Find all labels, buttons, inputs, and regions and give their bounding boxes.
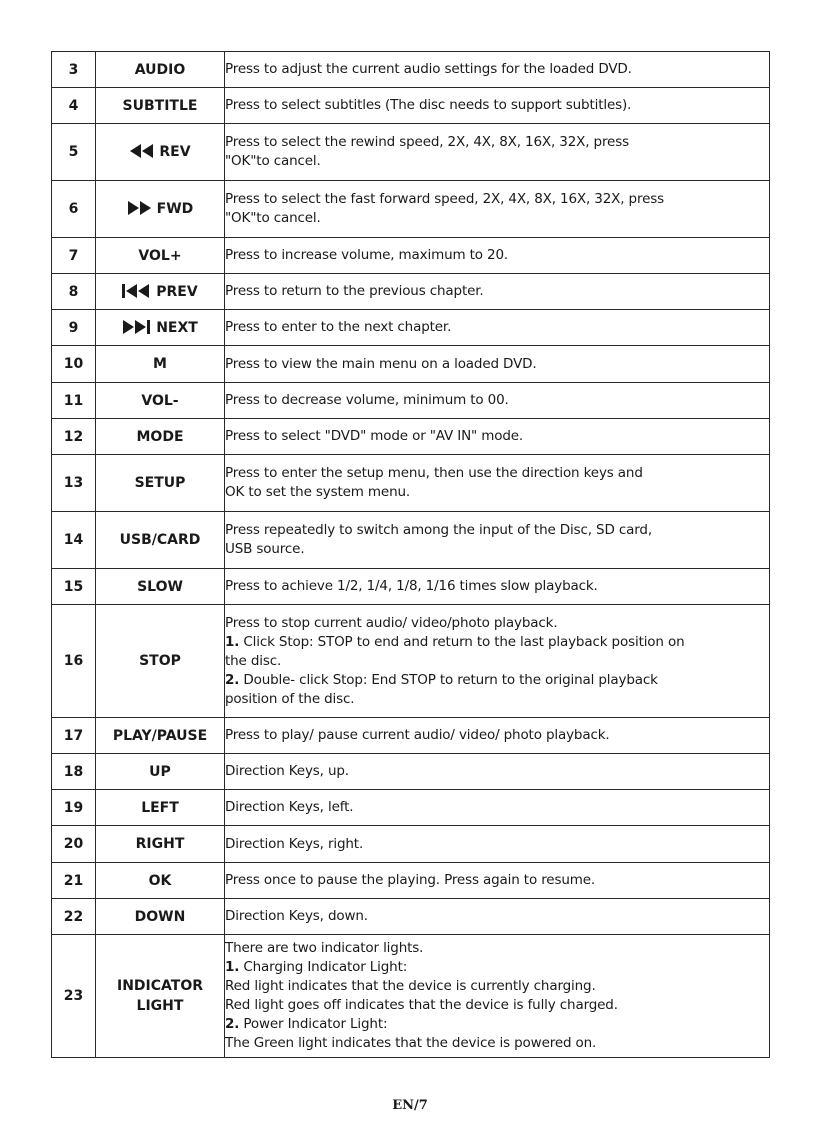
description-line <box>225 798 769 817</box>
description-line <box>225 246 769 265</box>
row-number: 17 <box>52 718 96 754</box>
step-number: 2. <box>225 1016 240 1032</box>
key-label: DOWN <box>134 908 186 925</box>
key-label: NEXT <box>156 319 198 336</box>
key-label: INDICATOR <box>116 978 203 994</box>
key-cell <box>96 863 225 899</box>
table-row <box>52 419 770 455</box>
key-label: MODE <box>136 428 184 445</box>
description-cell <box>225 274 770 310</box>
rewind-icon <box>129 142 155 162</box>
description-text: There are two indicator lights. <box>225 940 424 956</box>
description-line <box>225 152 769 171</box>
description-cell <box>225 512 770 569</box>
key-cell <box>96 383 225 419</box>
description-line <box>225 977 769 996</box>
description-text: Red light indicates that the device is currently charging. <box>225 978 596 994</box>
description-line <box>225 671 769 690</box>
description-text: Press to view the main menu on a loaded DVD. <box>225 355 537 372</box>
description-text: Direction Keys, down. <box>225 908 368 924</box>
description-text: Press once to pause the playing. Press again to resume. <box>225 872 596 888</box>
row-number: 4 <box>52 88 96 124</box>
description-text: Press to adjust the current audio settings for the loaded DVD. <box>225 61 632 77</box>
description-line <box>225 577 769 596</box>
description-cell <box>225 935 770 1058</box>
description-cell <box>225 826 770 863</box>
description-line <box>225 762 769 781</box>
row-number: 22 <box>52 899 96 935</box>
fast-forward-icon <box>127 199 153 219</box>
row-number: 21 <box>52 863 96 899</box>
row-number: 13 <box>52 455 96 512</box>
description-text: Press to achieve 1/2, 1/4, 1/8, 1/16 times slow playback. <box>225 578 598 594</box>
key-cell <box>96 455 225 512</box>
description-text: Press to stop current audio/ video/photo playback. <box>225 614 558 631</box>
table-row <box>52 863 770 899</box>
table-row <box>52 310 770 346</box>
key-label: VOL- <box>141 392 179 409</box>
key-cell <box>96 605 225 718</box>
description-line <box>225 60 769 79</box>
description-text: Press to decrease volume, minimum to 00. <box>225 392 509 408</box>
row-number: 23 <box>52 935 96 1058</box>
description-cell <box>225 863 770 899</box>
description-text: Press to select subtitles (The disc needs to support subtitles). <box>225 97 632 113</box>
description-text: Direction Keys, up. <box>225 763 349 779</box>
description-line <box>225 190 769 209</box>
description-line <box>225 1034 769 1053</box>
key-cell <box>96 88 225 124</box>
row-number: 19 <box>52 790 96 826</box>
description-line <box>225 939 769 958</box>
description-line <box>225 355 769 374</box>
description-line <box>225 464 769 483</box>
key-cell <box>96 512 225 569</box>
description-text: Power Indicator Light: <box>239 1016 388 1032</box>
description-cell <box>225 419 770 455</box>
key-label: SLOW <box>137 578 183 595</box>
row-number: 11 <box>52 383 96 419</box>
key-label: AUDIO <box>134 61 186 78</box>
table-row <box>52 88 770 124</box>
key-label: VOL+ <box>138 247 182 264</box>
key-cell <box>96 274 225 310</box>
row-number: 15 <box>52 569 96 605</box>
key-label: PLAY/PAUSE <box>112 727 208 744</box>
key-cell <box>96 718 225 754</box>
table-row <box>52 346 770 383</box>
description-text: Press to enter to the next chapter. <box>225 319 452 335</box>
description-cell <box>225 88 770 124</box>
description-line <box>225 391 769 410</box>
description-line <box>225 521 769 540</box>
page-number: EN/7 <box>392 1098 428 1113</box>
description-text: Press to increase volume, maximum to 20. <box>225 247 509 263</box>
row-number: 12 <box>52 419 96 455</box>
key-label: UP <box>149 763 171 780</box>
description-line <box>225 996 769 1015</box>
key-cell <box>96 238 225 274</box>
description-line <box>225 483 769 502</box>
row-number: 18 <box>52 754 96 790</box>
step-number: 1. <box>225 959 240 975</box>
key-label: LEFT <box>141 799 179 816</box>
description-text: Double- click Stop: End STOP to return to the original playback <box>239 671 658 688</box>
description-text: Press to enter the setup menu, then use the direction keys and <box>225 465 643 481</box>
table-row <box>52 718 770 754</box>
step-number: 1. <box>225 633 240 650</box>
table-row <box>52 754 770 790</box>
key-cell <box>96 790 225 826</box>
description-text: The Green light indicates that the device is powered on. <box>225 1035 597 1051</box>
key-cell <box>96 569 225 605</box>
description-text: Press repeatedly to switch among the input of the Disc, SD card, <box>225 522 652 538</box>
row-number: 10 <box>52 346 96 383</box>
key-cell <box>96 899 225 935</box>
key-label: PREV <box>156 283 198 300</box>
description-text: Charging Indicator Light: <box>239 959 408 975</box>
description-line <box>225 614 769 633</box>
key-cell <box>96 935 225 1058</box>
row-number: 6 <box>52 181 96 238</box>
description-cell <box>225 605 770 718</box>
description-text: "OK"to cancel. <box>225 153 321 169</box>
key-label: RIGHT <box>135 836 185 852</box>
description-cell <box>225 718 770 754</box>
description-cell <box>225 754 770 790</box>
row-number: 14 <box>52 512 96 569</box>
table-row <box>52 274 770 310</box>
key-cell <box>96 754 225 790</box>
description-text: Direction Keys, left. <box>225 799 354 815</box>
next-icon <box>122 318 152 338</box>
row-number: 16 <box>52 605 96 718</box>
description-text: "OK"to cancel. <box>225 210 321 226</box>
table-row <box>52 826 770 863</box>
description-line <box>225 282 769 301</box>
key-label: USB/CARD <box>119 532 201 548</box>
description-line <box>225 907 769 926</box>
row-number: 7 <box>52 238 96 274</box>
key-label: FWD <box>156 201 194 217</box>
key-label: OK <box>148 872 172 889</box>
key-cell <box>96 52 225 88</box>
key-cell <box>96 419 225 455</box>
table-row <box>52 455 770 512</box>
description-cell <box>225 569 770 605</box>
key-cell <box>96 181 225 238</box>
table-row <box>52 605 770 718</box>
table-row <box>52 52 770 88</box>
row-number: 9 <box>52 310 96 346</box>
description-text: USB source. <box>225 541 305 557</box>
description-line <box>225 318 769 337</box>
key-cell <box>96 310 225 346</box>
table-row <box>52 935 770 1058</box>
description-line <box>225 835 769 854</box>
description-line <box>225 96 769 115</box>
description-cell <box>225 455 770 512</box>
description-text: Press to return to the previous chapter. <box>225 283 484 299</box>
previous-icon <box>122 282 152 302</box>
description-text: Click Stop: STOP to end and return to the last playback position on <box>239 633 685 650</box>
table-row <box>52 238 770 274</box>
description-cell <box>225 124 770 181</box>
description-cell <box>225 899 770 935</box>
table-row <box>52 512 770 569</box>
description-cell <box>225 238 770 274</box>
description-text: OK to set the system menu. <box>225 484 411 500</box>
description-text: position of the disc. <box>225 690 355 707</box>
description-cell <box>225 383 770 419</box>
description-cell <box>225 790 770 826</box>
table-row <box>52 181 770 238</box>
key-cell <box>96 826 225 863</box>
key-label: REV <box>159 144 191 160</box>
description-line <box>225 540 769 559</box>
key-label: STOP <box>139 653 181 669</box>
description-text: Red light goes off indicates that the device is fully charged. <box>225 997 618 1013</box>
remote-keys-table <box>51 51 770 1058</box>
table-row <box>52 124 770 181</box>
description-line <box>225 209 769 228</box>
description-text: Press to play/ pause current audio/ video/ photo playback. <box>225 727 610 743</box>
row-number: 20 <box>52 826 96 863</box>
description-line <box>225 633 769 652</box>
row-number: 3 <box>52 52 96 88</box>
description-line <box>225 871 769 890</box>
description-line <box>225 958 769 977</box>
key-label: LIGHT <box>136 998 184 1014</box>
table-row <box>52 899 770 935</box>
description-cell <box>225 181 770 238</box>
description-line <box>225 652 769 671</box>
description-line <box>225 1015 769 1034</box>
description-cell <box>225 310 770 346</box>
key-cell <box>96 346 225 383</box>
description-cell <box>225 52 770 88</box>
description-text: Press to select the rewind speed, 2X, 4X, 8X, 16X, 32X, press <box>225 134 629 150</box>
table-row <box>52 569 770 605</box>
description-line <box>225 726 769 745</box>
description-cell <box>225 346 770 383</box>
row-number: 8 <box>52 274 96 310</box>
key-cell <box>96 124 225 181</box>
table-body <box>52 52 770 1058</box>
description-text: Press to select "DVD" mode or "AV IN" mode. <box>225 428 524 444</box>
key-label: M <box>153 356 167 372</box>
description-line <box>225 690 769 709</box>
description-text: Direction Keys, right. <box>225 835 364 852</box>
description-text: the disc. <box>225 652 282 669</box>
description-text: Press to select the fast forward speed, 2X, 4X, 8X, 16X, 32X, press <box>225 191 664 207</box>
key-label: SUBTITLE <box>122 97 198 114</box>
table-row <box>52 790 770 826</box>
step-number: 2. <box>225 671 240 688</box>
description-line <box>225 133 769 152</box>
table-row <box>52 383 770 419</box>
row-number: 5 <box>52 124 96 181</box>
description-line <box>225 427 769 446</box>
key-label: SETUP <box>134 475 186 491</box>
